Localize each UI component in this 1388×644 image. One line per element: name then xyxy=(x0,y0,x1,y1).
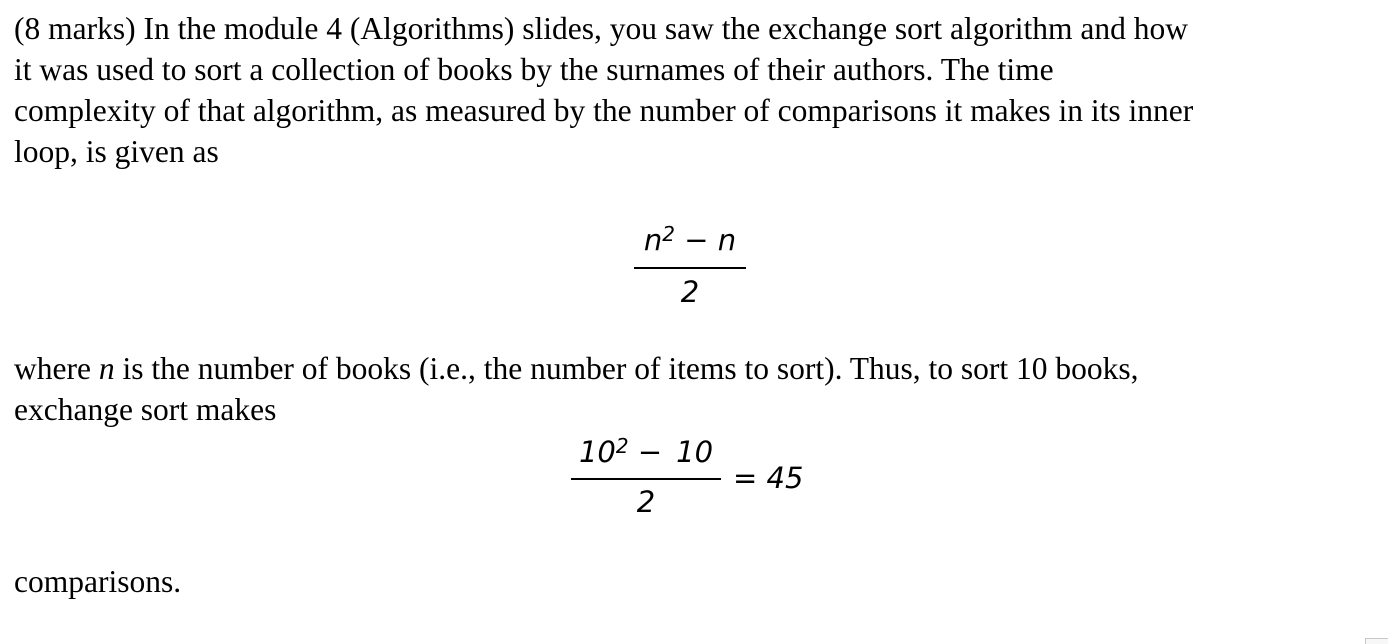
numerator-operator: − xyxy=(684,223,709,257)
fraction-bar xyxy=(634,267,746,269)
formula-denominator: 2 xyxy=(680,275,700,309)
numerator-term: n xyxy=(717,223,737,257)
example-result: = 45 xyxy=(733,461,804,495)
explanation-paragraph xyxy=(14,348,1376,430)
example-numerator-term: 10 xyxy=(676,435,714,469)
intro-paragraph xyxy=(14,8,1376,172)
formula-numerator xyxy=(634,218,746,258)
variable-n: n xyxy=(98,351,115,386)
intro-line: complexity of that algorithm, as measured by the number of comparisons it makes in its inner xyxy=(14,93,1194,128)
intro-line: it was used to sort a collection of books by the surnames of their authors. The time xyxy=(14,52,1054,87)
example-numerator-exponent: 2 xyxy=(615,434,629,458)
example-denominator: 2 xyxy=(636,485,656,519)
where-prefix: where xyxy=(14,351,99,386)
closing-text: comparisons. xyxy=(14,564,182,599)
numerator-exponent: 2 xyxy=(662,222,675,246)
example-numerator-base: 10 xyxy=(578,435,616,469)
explanation-line: exchange sort makes xyxy=(14,392,277,427)
intro-line: (8 marks) In the module 4 (Algorithms) slides, you saw the exchange sort algorithm and how xyxy=(14,11,1189,46)
complexity-formula xyxy=(634,218,746,310)
numerator-base: n xyxy=(643,223,663,257)
example-formula xyxy=(571,432,721,520)
resize-handle xyxy=(1365,638,1388,644)
explanation-line xyxy=(14,348,1376,389)
where-suffix: is the number of books (i.e., the number of items to sort). Thus, to sort 10 books, xyxy=(114,351,1139,386)
intro-line: loop, is given as xyxy=(14,134,219,169)
example-numerator-operator: − xyxy=(637,435,663,469)
example-fraction-bar xyxy=(571,478,721,480)
example-numerator xyxy=(571,432,721,468)
